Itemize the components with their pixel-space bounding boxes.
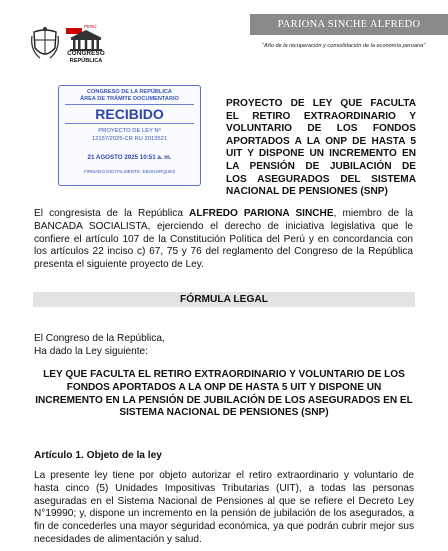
article-1-heading: Artículo 1. Objeto de la ley — [34, 450, 162, 461]
bill-title-line: VOLUNTARIO DE LOS FONDOS — [226, 123, 416, 135]
bill-title-line: EL RETIRO EXTRAORDINARIO Y — [226, 110, 416, 122]
logo-line-congreso: CONGRESO — [67, 50, 105, 57]
stamp-line2: ÁREA DE TRÁMITE DOCUMENTARIO — [80, 96, 179, 102]
peru-tag: PERÚ — [84, 24, 97, 29]
bill-title — [226, 98, 416, 199]
bill-title-line: LA PENSIÓN DE JUBILACIÓN DE — [226, 160, 416, 172]
congress-building-icon — [66, 26, 106, 52]
enacting-line: El Congreso de la República, — [34, 333, 165, 344]
received-stamp — [58, 85, 201, 186]
author-name-banner: PARIONA SINCHE ALFREDO — [250, 14, 448, 35]
intro-prefix: El congresista de la República — [34, 208, 190, 219]
law-title: LEY QUE FACULTA EL RETIRO EXTRAORDINARIO Y VOLUNTARIO DE LOS FONDOS APORTADOS A LA ONP DE HASTA 5 UIT Y DISPONE UN INCREMENTO EN LA PENSIÓN DE JUBILACIÓN DE LOS ASEGURADOS EN EL SISTEMA NACIONAL DE PENSIONES (SNP) — [35, 369, 413, 419]
formula-legal-heading: FÓRMULA LEGAL — [33, 292, 415, 307]
coat-of-arms-icon — [30, 26, 60, 64]
year-motto: "Año de la recuperación y consolidación de la economía peruana" — [262, 43, 426, 49]
stamp-project-number: 12157/2025-CR RU 2013521 — [91, 136, 168, 142]
stamp-line1: CONGRESO DE LA REPÚBLICA — [87, 89, 172, 95]
bill-title-line: NACIONAL DE PENSIONES (SNP) — [226, 186, 388, 198]
intro-paragraph — [34, 208, 413, 272]
stamp-datetime: 21 AGOSTO 2025 10:51 a. m. — [87, 154, 172, 161]
enacting-line: Ha dado la Ley siguiente: — [34, 345, 148, 357]
intro-suffix: , miembro de la BANCADA SOCIALISTA, ejerciendo el derecho de iniciativa legislativa que le confiere el artículo 107 de la Constitución Política del Perú y en concordancia con los artículos 22 inciso c) 67, 75 y 76 del reglamento del Congreso de la República presenta el siguiente proyecto de Ley. — [34, 208, 414, 271]
bill-title-line: UIT Y DISPONE UN INCREMENTO EN — [226, 148, 416, 160]
bill-title-line: LOS ASEGURADOS DEL SISTEMA — [226, 173, 416, 185]
stamp-signature: FIRMADO DIGITALMENTE: EBOHORQUEZ — [83, 169, 176, 174]
stamp-project-label: PROYECTO DE LEY Nº — [98, 128, 161, 134]
congressman-name: ALFREDO PARIONA SINCHE — [189, 208, 334, 219]
logo-line-republica: REPÚBLICA — [69, 58, 103, 64]
enacting-clause — [34, 333, 165, 359]
stamp-status: RECIBIDO — [95, 106, 164, 122]
article-1-body: La presente ley tiene por objeto autorizar el retiro extraordinario y voluntario de hasta cinco (5) Unidades Impositivas Tributarias (UIT), a todas las personas aseguradas en el Sistema Nacional de Pensiones al que se refiere el Decreto Ley N°19990; y, dispone un incremento en la pensión de jubilación de los asegurados, a fin de concederles una mayor seguridad económica, ya que podrán cubrir mejor sus necesidades de alimentación y salud. — [34, 470, 414, 545]
bill-title-line: APORTADOS A LA ONP DE HASTA 5 — [226, 135, 416, 147]
congress-logo — [64, 24, 104, 70]
bill-title-line: PROYECTO DE LEY QUE FACULTA — [226, 98, 416, 109]
